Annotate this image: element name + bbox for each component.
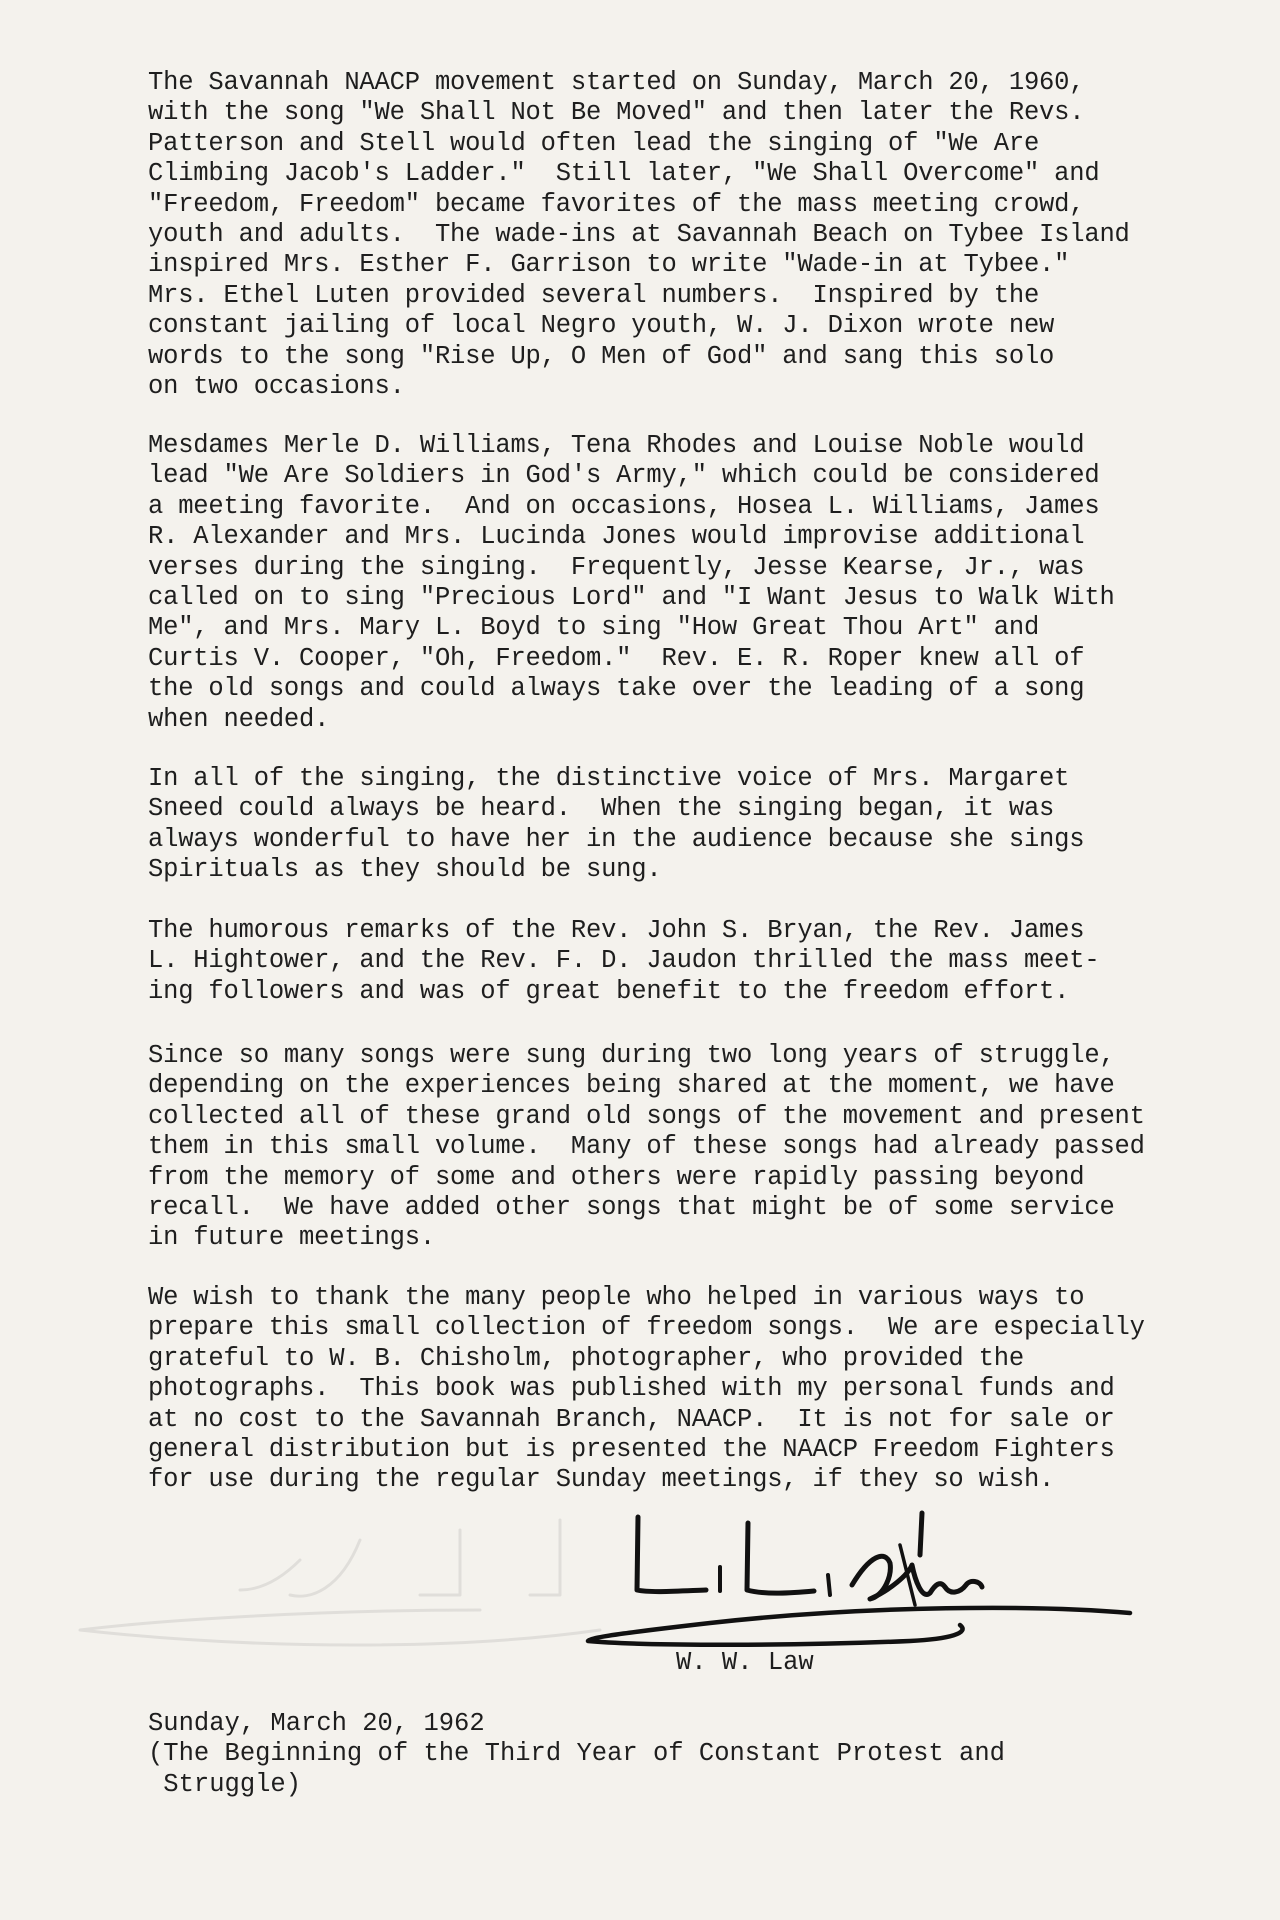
paragraph-song-leaders: Mesdames Merle D. Williams, Tena Rhodes and Louise Noble would lead "We Are Soldiers in God's Army," which could be considered a meeting favorite. And on occasions, Hosea L. Williams, James R. Alexander and Mrs. Lucinda Jones would improvise additional verses during the singing. Frequently, Jesse Kearse, Jr., was called on to sing "Precious Lord" and "I Want Jesus to Walk With Me", and Mrs. Mary L. Boyd to sing "How Great Thou Art" and Curtis V. Cooper, "Oh, Freedom." Rev. E. R. Roper knew all of the old songs and could always take over the leading of a song when needed. [148, 431, 1115, 734]
dateline: Sunday, March 20, 1962 (The Beginning of the Third Year of Constant Protest and Struggle) [148, 1709, 1005, 1799]
paragraph-movement-origins: The Savannah NAACP movement started on Sunday, March 20, 1960, with the song "We Shall Not Be Moved" and then later the Revs. Patterson and Stell would often lead the singing of "We Are Climbing Jacob's Ladder." Still later, "We Shall Overcome" and "Freedom, Freedom" became favorites of the mass meeting crowd, youth and adults. The wade-ins at Savannah Beach on Tybee Island inspired Mrs. Esther F. Garrison to write "Wade-in at Tybee." Mrs. Ethel Luten provided several numbers. Inspired by the constant jailing of local Negro youth, W. J. Dixon wrote new words to the song "Rise Up, O Men of God" and sang this solo on two occasions. [148, 68, 1130, 402]
handwritten-signature [570, 1505, 1140, 1655]
bleed-through-signature [60, 1500, 620, 1650]
signature-typed-name: W. W. Law [676, 1648, 814, 1677]
paragraph-margaret-sneed: In all of the singing, the distinctive voice of Mrs. Margaret Sneed could always be heard. When the singing began, it was always wonderful to have her in the audience because she sings Spirituals as they should be sung. [148, 764, 1085, 885]
paragraph-humorous-remarks: The humorous remarks of the Rev. John S. Bryan, the Rev. James L. Hightower, and the Rev. F. D. Jaudon thrilled the mass meet- ing followers and was of great benefit to the freedom effort. [148, 916, 1100, 1006]
paragraph-song-collection: Since so many songs were sung during two long years of struggle, depending on the experiences being shared at the moment, we have collected all of these grand old songs of the movement and present them in this small volume. Many of these songs had already passed from the memory of some and others were rapidly passing beyond recall. We have added other songs that might be of some service in future meetings. [148, 1041, 1145, 1253]
paragraph-acknowledgements: We wish to thank the many people who helped in various ways to prepare this small collection of freedom songs. We are especially grateful to W. B. Chisholm, photographer, who provided the photographs. This book was published with my personal funds and at no cost to the Savannah Branch, NAACP. It is not for sale or general distribution but is presented the NAACP Freedom Fighters for use during the regular Sunday meetings, if they so wish. [148, 1283, 1145, 1495]
